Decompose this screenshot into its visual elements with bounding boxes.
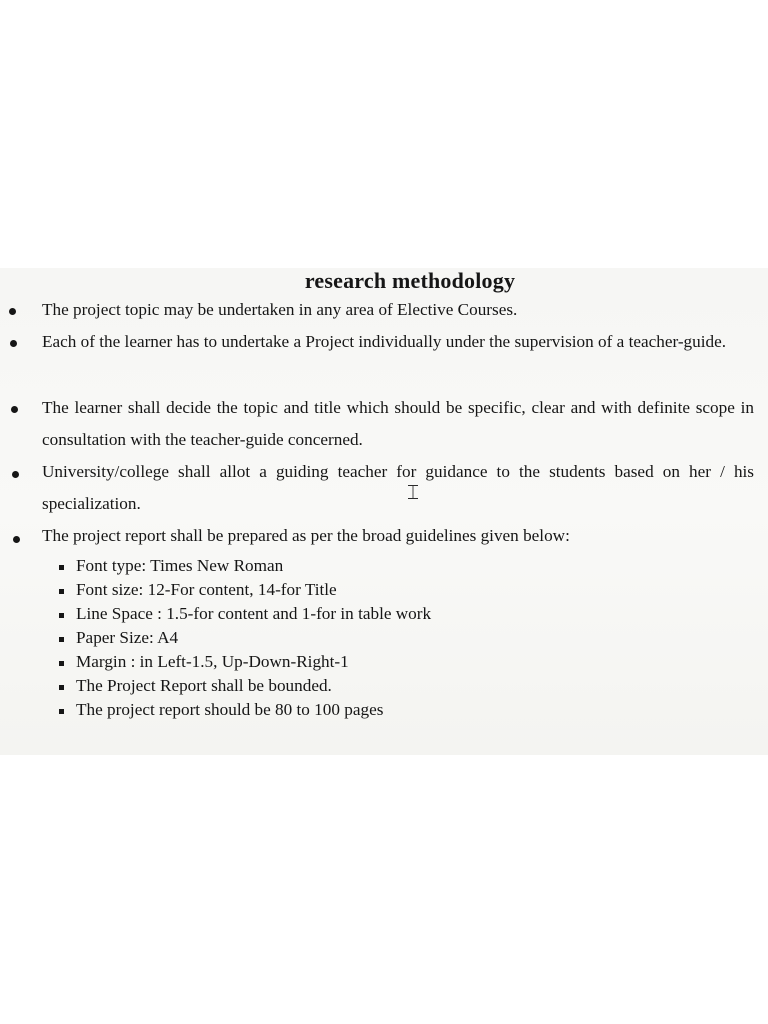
bullet-text: The project topic may be undertaken in any area of Elective Courses. — [42, 300, 518, 319]
guideline-text: The project report should be 80 to 100 pages — [76, 700, 384, 719]
guideline-item — [0, 602, 768, 626]
square-bullet-icon — [59, 685, 64, 690]
bullet-dot-icon — [10, 340, 17, 347]
guideline-item — [0, 674, 768, 698]
square-bullet-icon — [59, 709, 64, 714]
guideline-text: Font type: Times New Roman — [76, 556, 284, 575]
guideline-item — [0, 578, 768, 602]
guideline-text: Line Space : 1.5-for content and 1-for in table work — [76, 604, 432, 623]
square-bullet-icon — [59, 565, 64, 570]
guideline-item — [0, 626, 768, 650]
bullet-dot-icon — [11, 406, 18, 413]
guideline-text: Font size: 12-For content, 14-for Title — [76, 580, 337, 599]
bullet-text: Each of the learner has to undertake a Project individually under the supervision of a teacher-guide. — [42, 332, 727, 351]
bullet-text: University/college shall allot a guiding teacher for guidance to the students based on her / his specialization. — [42, 462, 754, 513]
bullet-text: The project report shall be prepared as per the broad guidelines given below: — [42, 526, 570, 545]
square-bullet-icon — [59, 613, 64, 618]
guideline-item — [0, 698, 768, 722]
square-bullet-icon — [59, 637, 64, 642]
guideline-text: The Project Report shall be bounded. — [76, 676, 332, 695]
guideline-item — [0, 554, 768, 578]
square-bullet-icon — [59, 589, 64, 594]
scanned-document — [0, 268, 768, 755]
bullet-dot-icon — [12, 471, 19, 478]
bullet-dot-icon — [9, 308, 16, 315]
guideline-item — [0, 650, 768, 674]
document-title: research methodology — [304, 268, 516, 293]
bullet-dot-icon — [13, 536, 20, 543]
guideline-text: Margin : in Left-1.5, Up-Down-Right-1 — [76, 652, 349, 671]
text-cursor-icon: ⌶ — [407, 480, 419, 504]
guideline-text: Paper Size: A4 — [76, 628, 179, 647]
bullet-text: The learner shall decide the topic and title which should be specific, clear and with definite scope in consultation with the teacher-guide concerned. — [42, 398, 754, 449]
square-bullet-icon — [59, 661, 64, 666]
